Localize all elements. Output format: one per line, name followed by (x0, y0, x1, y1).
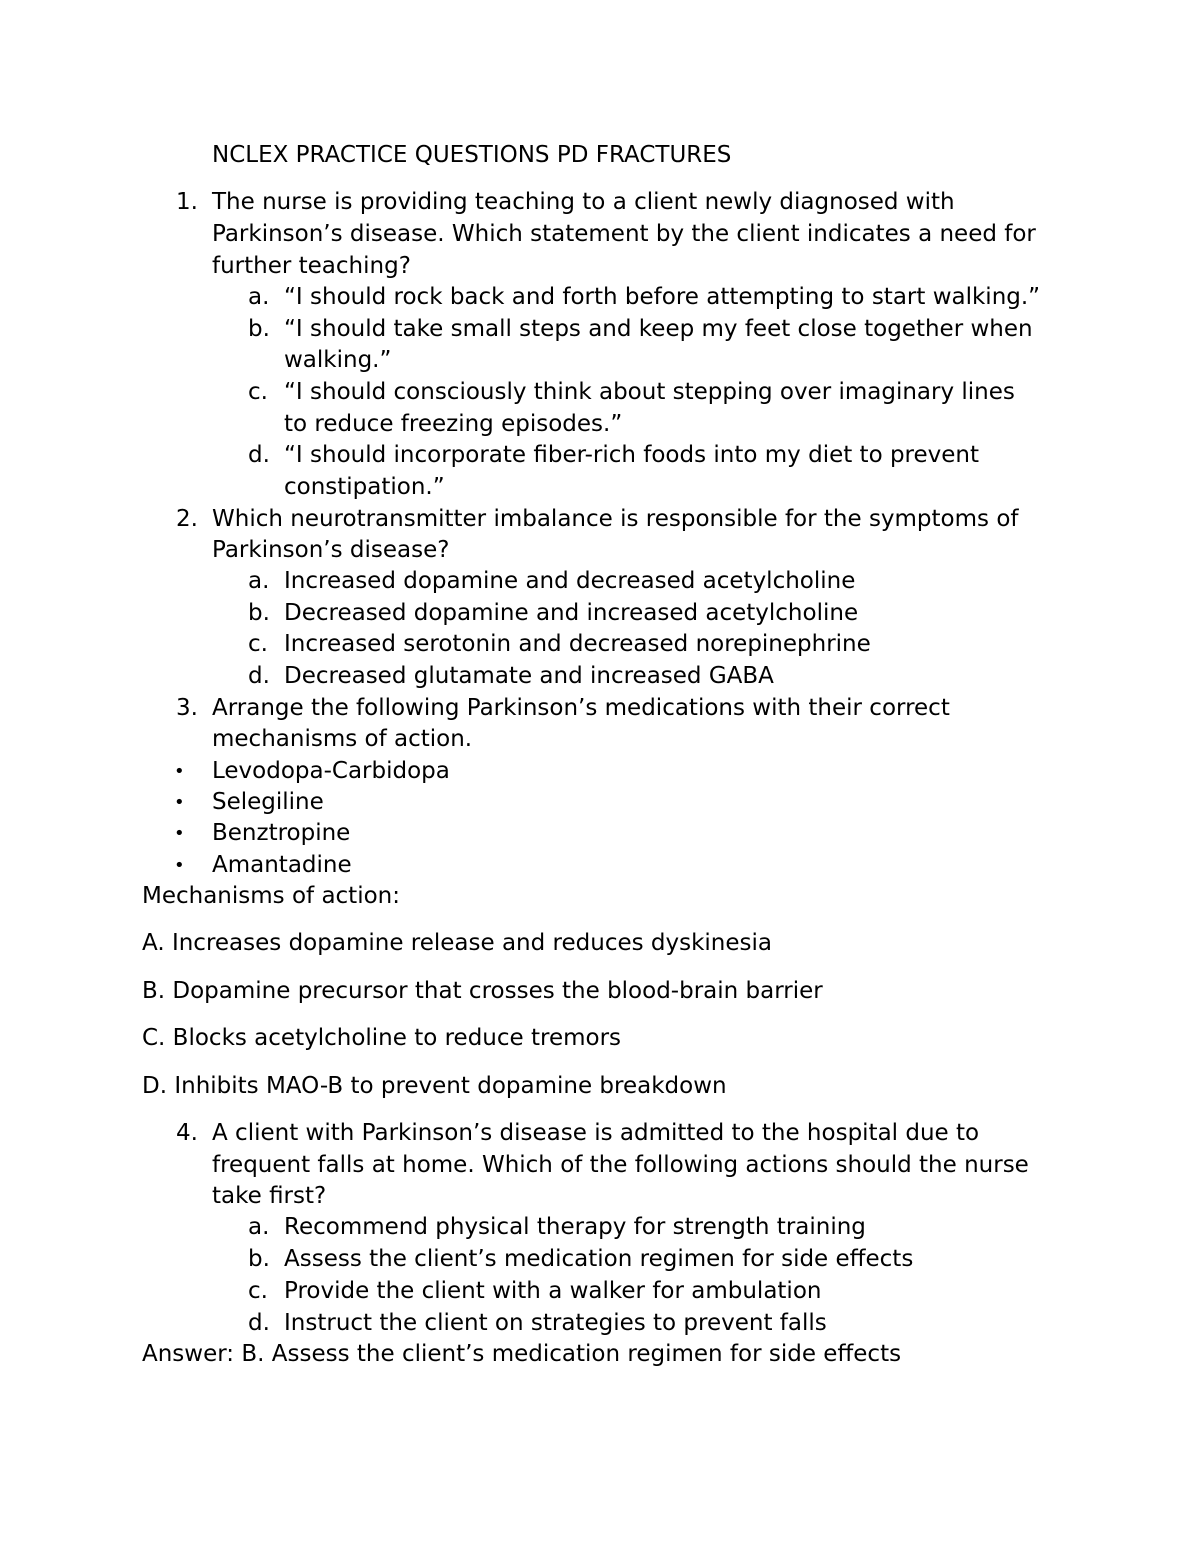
option-text: Recommend physical therapy for strength training (284, 1214, 866, 1240)
medication-item: Amantadine (212, 852, 352, 878)
mechanism-item: A. Increases dopamine release and reduces dyskinesia (142, 930, 773, 956)
option-text: “I should take small steps and keep my feet close together when (284, 316, 1033, 342)
option-text: Decreased glutamate and increased GABA (284, 663, 774, 689)
question-stem-line: Arrange the following Parkinson’s medications with their correct (212, 695, 950, 721)
option-text: Provide the client with a walker for ambulation (284, 1278, 822, 1304)
option-text: Decreased dopamine and increased acetylcholine (284, 600, 859, 626)
option-letter: a. (248, 284, 270, 310)
option-letter: b. (248, 316, 270, 342)
question-stem-line: frequent falls at home. Which of the following actions should the nurse (212, 1152, 1029, 1178)
bullet-icon: • (174, 792, 185, 813)
question-number: 4. (176, 1120, 198, 1146)
medication-item: Levodopa-Carbidopa (212, 758, 450, 784)
option-letter: c. (248, 379, 268, 405)
option-text: to reduce freezing episodes.” (284, 411, 623, 437)
option-letter: b. (248, 1246, 270, 1272)
bullet-icon: • (174, 823, 185, 844)
option-letter: a. (248, 568, 270, 594)
question-number: 3. (176, 695, 198, 721)
option-text: Increased dopamine and decreased acetylcholine (284, 568, 856, 594)
option-text: “I should consciously think about stepping over imaginary lines (284, 379, 1015, 405)
document-title: NCLEX PRACTICE QUESTIONS PD FRACTURES (212, 142, 732, 168)
option-text: “I should incorporate fiber-rich foods into my diet to prevent (284, 442, 980, 468)
question-number: 1. (176, 189, 198, 215)
question-stem-line: A client with Parkinson’s disease is admitted to the hospital due to (212, 1120, 980, 1146)
question-stem-line: Parkinson’s disease. Which statement by the client indicates a need for (212, 221, 1036, 247)
question-stem-line: The nurse is providing teaching to a client newly diagnosed with (212, 189, 955, 215)
option-letter: d. (248, 1310, 270, 1336)
question-stem-line: Parkinson’s disease? (212, 537, 450, 563)
option-letter: d. (248, 442, 270, 468)
mechanism-item: C. Blocks acetylcholine to reduce tremors (142, 1025, 622, 1051)
option-letter: c. (248, 631, 268, 657)
mechanisms-heading: Mechanisms of action: (142, 883, 400, 909)
question-stem-line: mechanisms of action. (212, 726, 473, 752)
option-letter: a. (248, 1214, 270, 1240)
option-letter: d. (248, 663, 270, 689)
medication-item: Benztropine (212, 820, 351, 846)
option-text: walking.” (284, 347, 392, 373)
option-letter: b. (248, 600, 270, 626)
bullet-icon: • (174, 855, 185, 876)
option-text: Instruct the client on strategies to prevent falls (284, 1310, 827, 1336)
option-text: constipation.” (284, 474, 445, 500)
answer-line: Answer: B. Assess the client’s medication regimen for side effects (142, 1341, 902, 1367)
bullet-icon: • (174, 761, 185, 782)
question-number: 2. (176, 506, 198, 532)
question-stem-line: further teaching? (212, 253, 411, 279)
question-stem-line: take first? (212, 1183, 327, 1209)
option-text: “I should rock back and forth before attempting to start walking.” (284, 284, 1041, 310)
medication-item: Selegiline (212, 789, 324, 815)
question-stem-line: Which neurotransmitter imbalance is responsible for the symptoms of (212, 506, 1019, 532)
mechanism-item: B. Dopamine precursor that crosses the blood-brain barrier (142, 978, 823, 1004)
mechanism-item: D. Inhibits MAO-B to prevent dopamine breakdown (142, 1073, 727, 1099)
option-text: Increased serotonin and decreased norepinephrine (284, 631, 871, 657)
option-letter: c. (248, 1278, 268, 1304)
option-text: Assess the client’s medication regimen for side effects (284, 1246, 914, 1272)
